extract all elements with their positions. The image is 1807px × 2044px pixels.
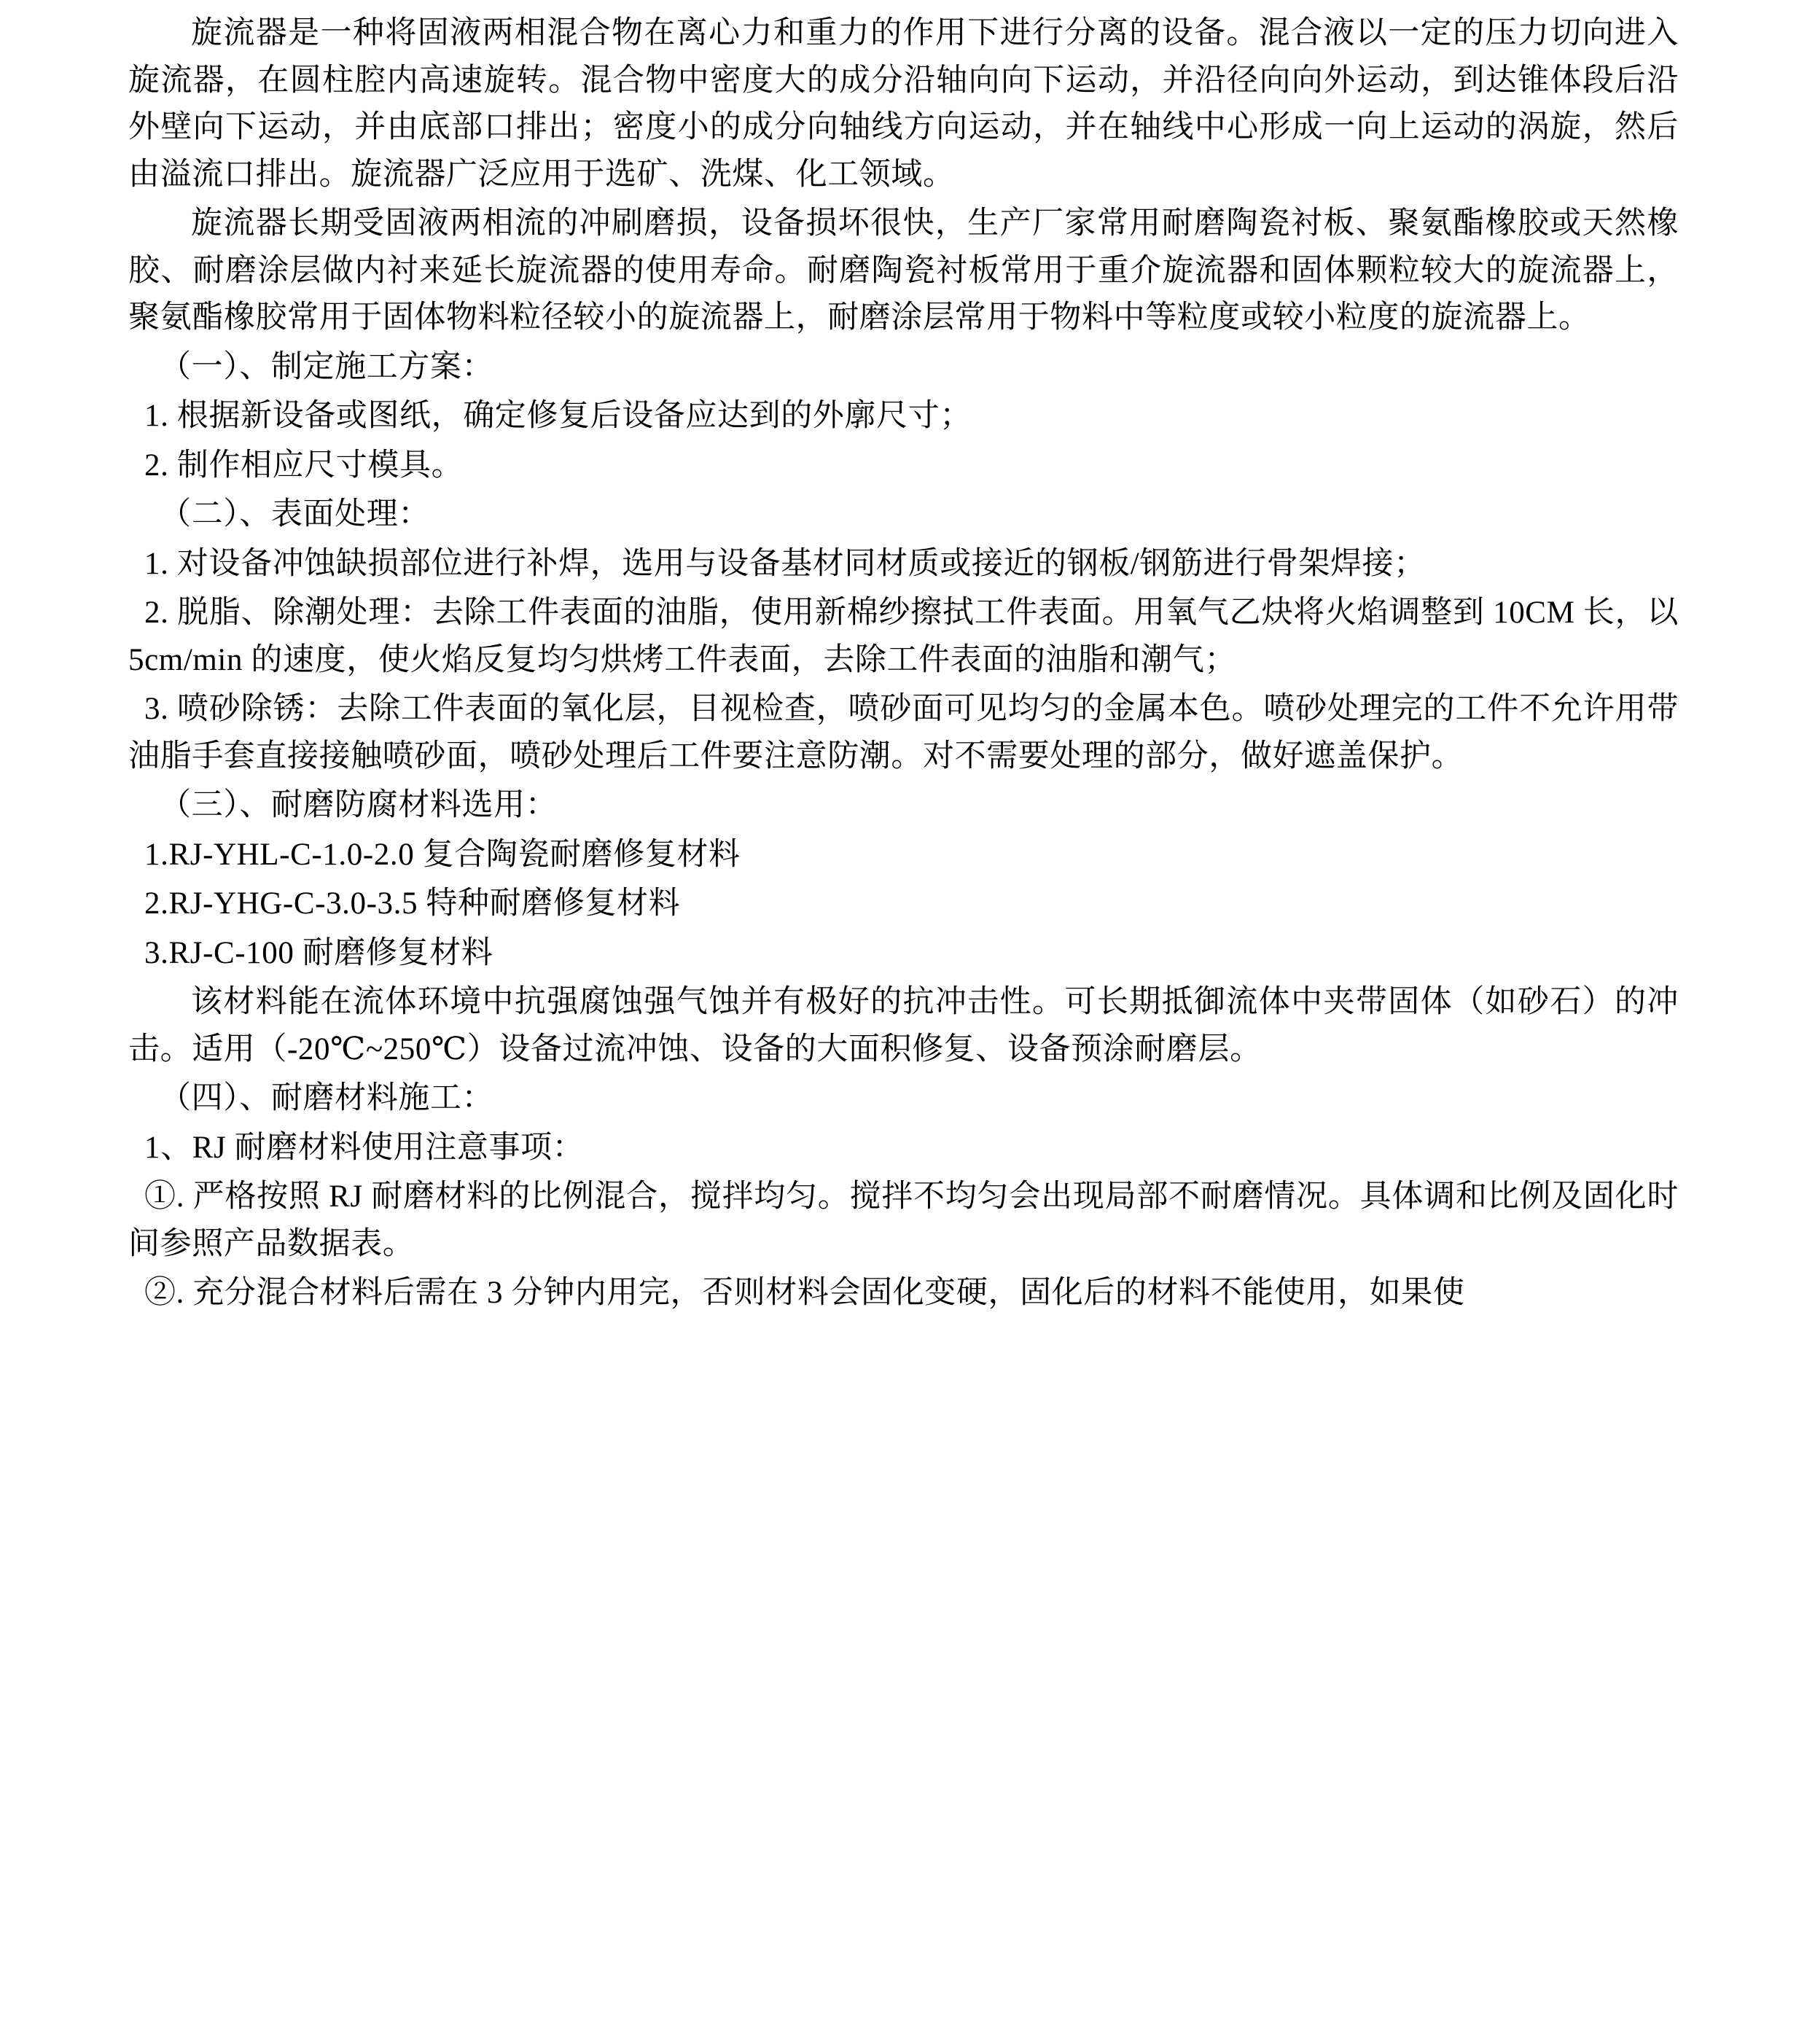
list-item-4-1-2: ②. 充分混合材料后需在 3 分钟内用完，否则材料会固化变硬，固化后的材料不能使用，如果使 <box>144 1276 1465 1310</box>
paragraph-intro-2: 旋流器长期受固液两相流的冲刷磨损，设备损坏很快，生产厂家常用耐磨陶瓷衬板、聚氨酯橡胶或天然橡胶、耐磨涂层做内衬来延长旋流器的使用寿命。耐磨陶瓷衬板常用于重介旋流器和固体颗粒较大的旋流器上，聚氨酯橡胶常用于固体物料粒径较小的旋流器上，耐磨涂层常用于物料中等粒度或较小粒度的旋流器上。 <box>128 206 1679 335</box>
heading-section-one: （一）、制定施工方案： <box>160 349 494 384</box>
paragraph-intro-1: 旋流器是一种将固液两相混合物在离心力和重力的作用下进行分离的设备。混合液以一定的压力切向进入旋流器，在圆柱腔内高速旋转。混合物中密度大的成分沿轴向向下运动，并沿径向向外运动，到达锥体段后沿外壁向下运动，并由底部口排出；密度小的成分向轴线方向运动，并在轴线中心形成一向上运动的涡旋，然后由溢流口排出。旋流器广泛应用于选矿、洗煤、化工领域。 <box>128 16 1679 192</box>
list-item-3-1: 1.RJ-YHL-C-1.0-2.0 复合陶瓷耐磨修复材料 <box>144 837 741 872</box>
document-body <box>128 10 1679 1317</box>
list-item-2-2: 2. 脱脂、除潮处理：去除工件表面的油脂，使用新棉纱擦拭工件表面。用氧气乙炔将火焰调整到 10CM 长，以 5cm/min 的速度，使火焰反复均匀烘烤工件表面，去除工件表面的油脂和潮气； <box>128 596 1679 677</box>
heading-section-four: （四）、耐磨材料施工： <box>160 1081 494 1115</box>
list-item-4-1: 1、RJ 耐磨材料使用注意事项： <box>144 1130 585 1165</box>
list-item-1-2: 2. 制作相应尺寸模具。 <box>144 448 464 483</box>
paragraph-material-description: 该材料能在流体环境中抗强腐蚀强气蚀并有极好的抗冲击性。可长期抵御流体中夹带固体（如砂石）的冲击。适用（-20℃~250℃）设备过流冲蚀、设备的大面积修复、设备预涂耐磨层。 <box>128 985 1679 1066</box>
list-item-1-1: 1. 根据新设备或图纸，确定修复后设备应达到的外廓尺寸； <box>144 399 972 433</box>
list-item-2-3: 3. 喷砂除锈：去除工件表面的氧化层，目视检查，喷砂面可见均匀的金属本色。喷砂处理完的工件不允许用带油脂手套直接接触喷砂面，喷砂处理后工件要注意防潮。对不需要处理的部分，做好遮盖保护。 <box>128 692 1679 773</box>
list-item-4-1-1: ①. 严格按照 RJ 耐磨材料的比例混合，搅拌均匀。搅拌不均匀会出现局部不耐磨情况。具体调和比例及固化时间参照产品数据表。 <box>128 1179 1679 1261</box>
heading-section-three: （三）、耐磨防腐材料选用： <box>160 788 558 822</box>
list-item-2-1: 1. 对设备冲蚀缺损部位进行补焊，选用与设备基材同材质或接近的钢板/钢筋进行骨架焊接； <box>144 546 1426 581</box>
list-item-3-3: 3.RJ-C-100 耐磨修复材料 <box>144 935 493 970</box>
heading-section-two: （二）、表面处理： <box>160 497 430 531</box>
list-item-3-2: 2.RJ-YHG-C-3.0-3.5 特种耐磨修复材料 <box>144 886 681 921</box>
